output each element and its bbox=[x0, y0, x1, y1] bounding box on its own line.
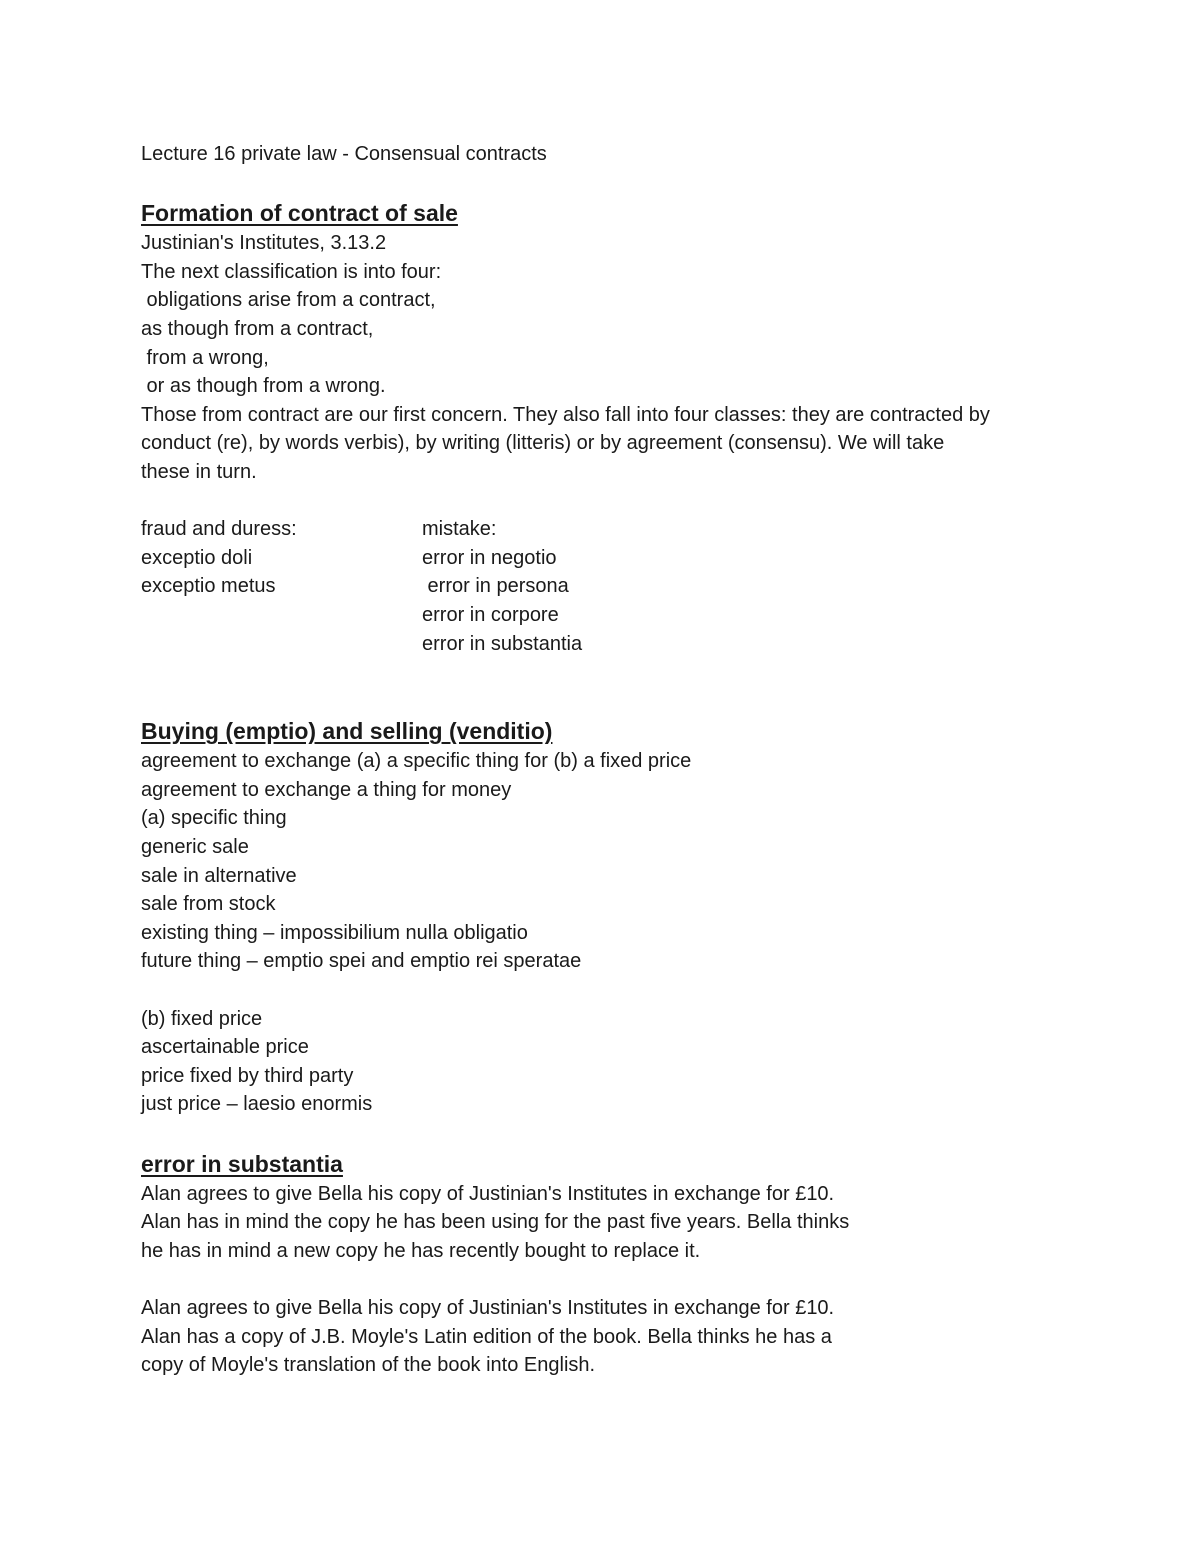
text-line: agreement to exchange (a) a specific thing for (b) a fixed price bbox=[141, 750, 692, 773]
text-line: from a wrong, bbox=[141, 346, 269, 369]
text-line: sale in alternative bbox=[141, 864, 297, 887]
spacer bbox=[141, 658, 1071, 687]
text-line: (b) fixed price bbox=[141, 1007, 263, 1030]
spacer bbox=[141, 487, 1071, 516]
column-item: exceptio metus bbox=[141, 575, 276, 598]
text-line: existing thing – impossibilium nulla obligatio bbox=[141, 921, 528, 944]
text-line: future thing – emptio spei and emptio rei speratae bbox=[141, 950, 582, 973]
text-line: sale from stock bbox=[141, 893, 276, 916]
document-title: Lecture 16 private law - Consensual contracts bbox=[141, 143, 547, 165]
text-line: or as though from a wrong. bbox=[141, 375, 386, 398]
section-heading-formation: Formation of contract of sale bbox=[141, 200, 458, 227]
text-line: as though from a contract, bbox=[141, 317, 374, 340]
text-line: obligations arise from a contract, bbox=[141, 289, 436, 312]
example-line: Alan agrees to give Bella his copy of Justinian's Institutes in exchange for £10. bbox=[141, 1296, 835, 1319]
section-heading-error: error in substantia bbox=[141, 1150, 343, 1177]
spacer bbox=[141, 1119, 1071, 1148]
example-line: he has in mind a new copy he has recently bought to replace it. bbox=[141, 1239, 701, 1262]
example-line: Alan has a copy of J.B. Moyle's Latin edition of the book. Bella thinks he has a bbox=[141, 1325, 832, 1348]
text-line: price fixed by third party bbox=[141, 1064, 354, 1087]
text-line: agreement to exchange a thing for money bbox=[141, 778, 512, 801]
text-line: just price – laesio enormis bbox=[141, 1093, 373, 1116]
mistake-column bbox=[422, 515, 1071, 658]
column-item: exceptio doli bbox=[141, 546, 253, 569]
column-item: error in corpore bbox=[422, 603, 559, 626]
example-line: Alan has in mind the copy he has been using for the past five years. Bella thinks bbox=[141, 1211, 850, 1234]
column-item: fraud and duress: bbox=[141, 518, 297, 541]
text-line: Justinian's Institutes, 3.13.2 bbox=[141, 232, 387, 255]
text-line: (a) specific thing bbox=[141, 807, 287, 830]
spacer bbox=[141, 1265, 1071, 1294]
spacer bbox=[141, 687, 1071, 716]
column-item: error in persona bbox=[422, 575, 569, 598]
column-item: error in negotio bbox=[422, 546, 557, 569]
paragraph-line: conduct (re), by words verbis), by writing (litteris) or by agreement (consensu). We will take bbox=[141, 432, 945, 455]
section-heading-buying: Buying (emptio) and selling (venditio) bbox=[141, 718, 553, 745]
spacer bbox=[141, 976, 1071, 1005]
spacer bbox=[141, 169, 1071, 198]
paragraph-line: Those from contract are our first concern. They also fall into four classes: they are contracted by bbox=[141, 403, 990, 426]
text-line: ascertainable price bbox=[141, 1036, 309, 1059]
two-column-list bbox=[141, 515, 1071, 658]
document-body bbox=[141, 140, 1071, 1380]
column-item: mistake: bbox=[422, 518, 497, 541]
text-line: The next classification is into four: bbox=[141, 260, 442, 283]
column-item: error in substantia bbox=[422, 632, 583, 655]
paragraph-line: these in turn. bbox=[141, 460, 257, 483]
example-line: Alan agrees to give Bella his copy of Justinian's Institutes in exchange for £10. bbox=[141, 1182, 835, 1205]
fraud-duress-column bbox=[141, 515, 422, 658]
example-line: copy of Moyle's translation of the book into English. bbox=[141, 1354, 596, 1377]
text-line: generic sale bbox=[141, 836, 249, 859]
